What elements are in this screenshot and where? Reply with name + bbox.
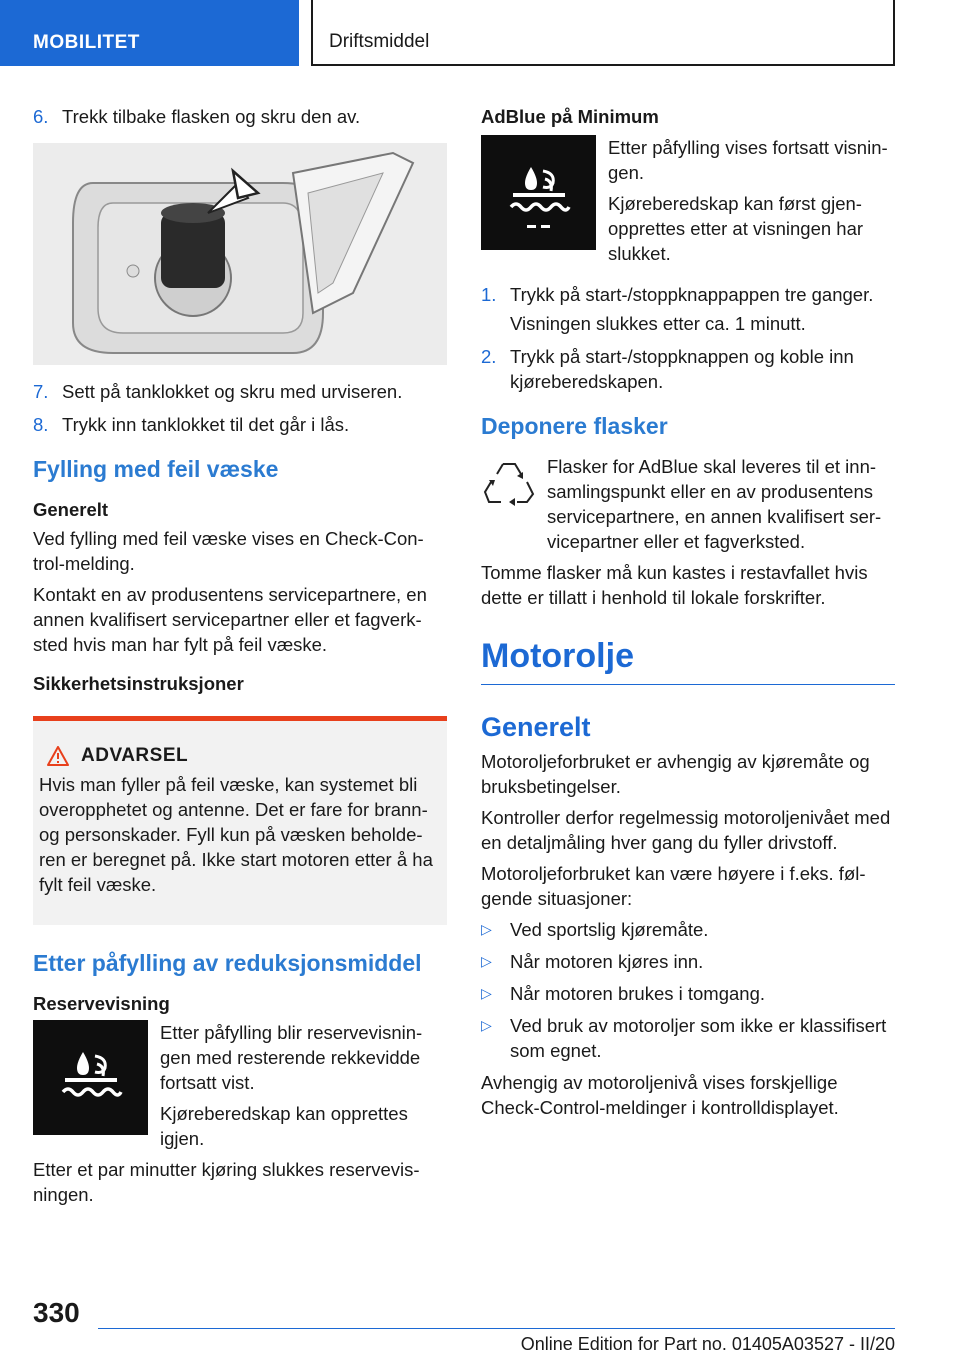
dispose-heading: Deponere flasker xyxy=(481,413,668,439)
oil-paragraph-3: Motoroljeforbruket kan være høyere i f.eks. føl-gende situasjoner: xyxy=(481,863,866,909)
triangle-bullet-icon: ▷ xyxy=(481,1017,492,1033)
reserve-paragraph-3: Etter et par minutter kjøring slukkes reservevis-ningen. xyxy=(33,1159,420,1205)
general-heading: Generelt xyxy=(33,499,109,520)
fuel-filler-image xyxy=(33,143,447,365)
right-column xyxy=(481,104,895,1126)
reserve-heading: Reservevisning xyxy=(33,993,170,1014)
page-number: 330 xyxy=(33,1297,80,1328)
warning-triangle-icon xyxy=(47,746,69,766)
step-6: 6. Trekk tilbake flasken og skru den av. xyxy=(33,106,361,127)
footer-divider xyxy=(98,1328,895,1329)
list-item: ▷ Når motoren kjøres inn. xyxy=(481,951,704,972)
section-tab xyxy=(0,0,299,66)
adblue-min-heading: AdBlue på Minimum xyxy=(481,106,659,127)
list-item: ▷ Ved bruk av motoroljer som ikke er klassifisert som egnet. xyxy=(481,1015,887,1061)
oil-general-heading: Generelt xyxy=(481,712,591,742)
dispose-block xyxy=(481,454,895,560)
adblue-min-block xyxy=(481,135,895,272)
triangle-bullet-icon: ▷ xyxy=(481,985,492,1001)
after-refill-heading: Etter påfylling av reduksjonsmiddel xyxy=(33,950,422,976)
section-title: MOBILITET xyxy=(33,32,140,53)
oil-paragraph-2: Kontroller derfor regelmessig motoroljenivået med en detaljmåling hver gang du fyller drivstoff. xyxy=(481,807,891,853)
fuel-cap-illustration xyxy=(33,143,447,365)
warning-title: ADVARSEL xyxy=(81,745,189,766)
adblue-minimum-icon xyxy=(481,135,596,250)
adblue-min-paragraph-2: Kjøreberedskap kan først gjen-opprettes etter at visningen har slukket. xyxy=(608,193,864,264)
step-1-sub: Visningen slukkes etter ca. 1 minutt. xyxy=(510,313,806,334)
general-paragraph-1: Ved fylling med feil væske vises en Check-Con-trol-melding. xyxy=(33,528,424,574)
triangle-bullet-icon: ▷ xyxy=(481,921,492,937)
step-7: 7. Sett på tanklokket og skru med urviseren. xyxy=(33,381,403,402)
step-2: 2. Trykk på start-/stoppknappen og koble inn kjøreberedskapen. xyxy=(481,346,854,392)
step-8: 8. Trykk inn tanklokket til det går i lås. xyxy=(33,414,350,435)
oil-paragraph-4: Avhengig av motoroljenivå vises forskjellige Check-Control-meldinger i kontrolldisplayet. xyxy=(481,1072,839,1118)
warning-text: Hvis man fyller på feil væske, kan systemet bli overopphetet og antenne. Det er fare for brann- og personskader. Fyll kun på væsken beholde-ren er beregnet på. Ikke start motoren etter å ha fylt feil væske. xyxy=(39,774,433,895)
step-1: 1. Trykk på start-/stoppknappappen tre ganger. xyxy=(481,284,874,305)
dispose-paragraph-1: Flasker for AdBlue skal leveres til et inn-samlingspunkt eller en av produsentens servicepartnere, en annen kvalifisert ser-vicepartner eller et fagverksted. xyxy=(547,456,882,552)
general-paragraph-2: Kontakt en av produsentens servicepartnere, en annen kvalifisert servicepartner eller et fagverk-sted hvis man har fylt på feil væske. xyxy=(33,584,427,655)
triangle-bullet-icon: ▷ xyxy=(481,953,492,969)
wrong-fluid-heading: Fylling med feil væske xyxy=(33,456,279,482)
reserve-block xyxy=(33,1020,447,1157)
adblue-reserve-icon xyxy=(33,1020,148,1135)
dispose-paragraph-2: Tomme flasker må kun kastes i restavfallet hvis dette er tillatt i henhold til lokale forskrifter. xyxy=(481,562,868,608)
oil-title: Motorolje xyxy=(481,637,634,675)
safety-heading: Sikkerhetsinstruksjoner xyxy=(33,673,244,694)
list-item: ▷ Ved sportslig kjøremåte. xyxy=(481,919,709,940)
warning-box xyxy=(33,716,447,925)
oil-bullet-list xyxy=(481,917,895,1063)
left-column xyxy=(33,104,447,1213)
reserve-paragraph-1: Etter påfylling blir reservevisnin-gen med resterende rekkevidde fortsatt vist. xyxy=(160,1022,423,1093)
list-item: ▷ Når motoren brukes i tomgang. xyxy=(481,983,766,1004)
recycle-icon xyxy=(481,454,537,510)
chapter-box xyxy=(311,0,895,66)
reserve-paragraph-2: Kjøreberedskap kan opprettes igjen. xyxy=(160,1103,408,1149)
adblue-min-paragraph-1: Etter påfylling vises fortsatt visnin-gen. xyxy=(608,137,888,183)
oil-paragraph-1: Motoroljeforbruket er avhengig av kjøremåte og bruksbetingelser. xyxy=(481,751,870,797)
chapter-title: Driftsmiddel xyxy=(329,31,430,52)
footer-edition: Online Edition for Part no. 01405A03527 - II/20 xyxy=(520,1334,895,1354)
